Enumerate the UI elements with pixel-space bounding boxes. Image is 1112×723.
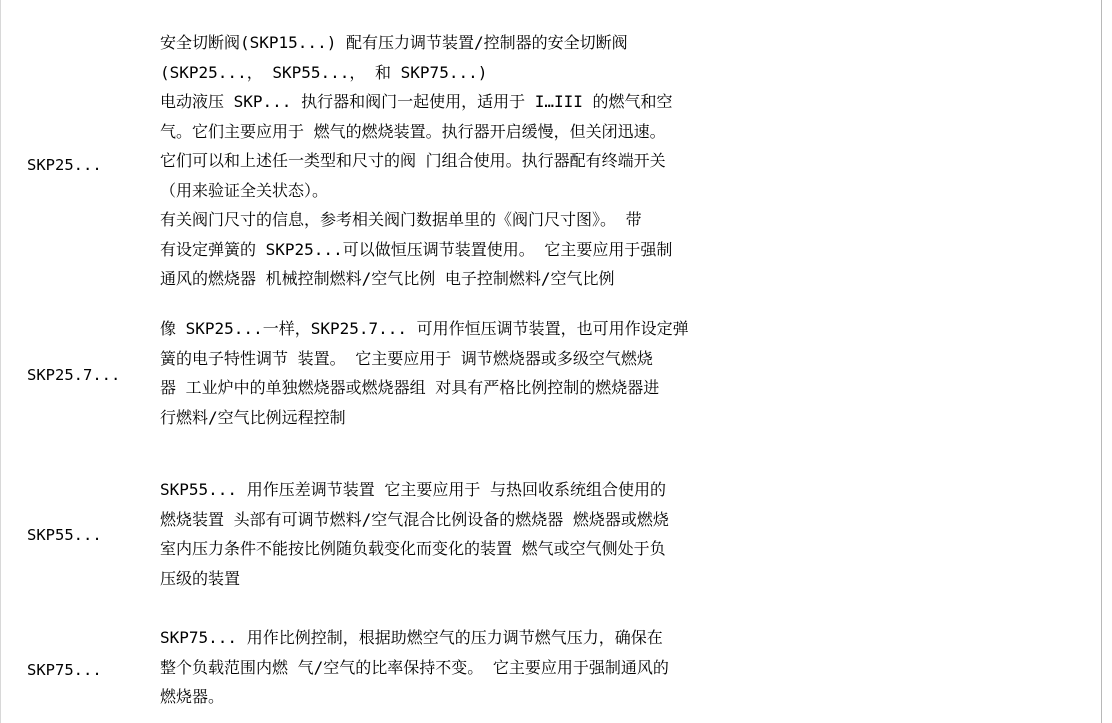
description-line: 电动液压 SKP... 执行器和阀门一起使用，适用于 I…III 的燃气和空 [160,92,673,111]
description-line: 器 工业炉中的单独燃烧器或燃烧器组 对具有严格比例控制的燃烧器进 [160,378,660,397]
description-line: 行燃料/空气比例远程控制 [160,407,346,427]
description-line: 燃烧器。 [160,687,225,706]
description-line: 有设定弹簧的 SKP25...可以做恒压调节装置使用。 它主要应用于强制 [160,239,673,259]
row-description [160,28,800,294]
row-description [160,314,800,432]
description-line: 簧的电子特性调节 装置。 它主要应用于 调节燃烧器或多级空气燃烧 [160,348,653,368]
description-line: 像 SKP25...一样，SKP25.7... 可用作恒压调节装置，也可用作设定弹 [160,319,689,338]
page-left-border [0,0,1,723]
description-line: 整个负载范围内燃 气/空气的比率保持不变。 它主要应用于强制通风的 [160,657,669,677]
description-line: 安全切断阀(SKP15...) 配有压力调节装置/控制器的安全切断阀 [160,33,628,52]
description-line: 气。它们主要应用于 燃气的燃烧装置。执行器开启缓慢，但关闭迅速。 [160,121,666,141]
description-line: 它们可以和上述任一类型和尺寸的阀 门组合使用。执行器配有终端开关 [160,151,666,170]
row-label: SKP75... [27,661,102,679]
description-line: 压级的装置 [160,568,241,588]
description-line: （用来验证全关状态）。 [160,180,329,200]
row-label: SKP25.7... [27,366,121,384]
row-label: SKP25... [27,156,102,174]
description-line: 通风的燃烧器 机械控制燃料/空气比例 电子控制燃料/空气比例 [160,269,615,288]
description-line: 有关阀门尺寸的信息，参考相关阀门数据单里的《阀门尺寸图》。 带 [160,210,642,229]
page-right-border [1101,0,1102,723]
row-label: SKP55... [27,526,102,544]
description-line: 燃烧装置 头部有可调节燃料/空气混合比例设备的燃烧器 燃烧器或燃烧 [160,509,669,529]
row-description [160,623,800,712]
description-line: 室内压力条件不能按比例随负载变化而变化的装置 燃气或空气侧处于负 [160,539,666,558]
row-description [160,475,800,593]
description-line: SKP55... 用作压差调节装置 它主要应用于 与热回收系统组合使用的 [160,480,666,499]
description-line: SKP75... 用作比例控制，根据助燃空气的压力调节燃气压力，确保在 [160,628,663,647]
description-line: (SKP25...， SKP55...， 和 SKP75...) [160,62,488,82]
